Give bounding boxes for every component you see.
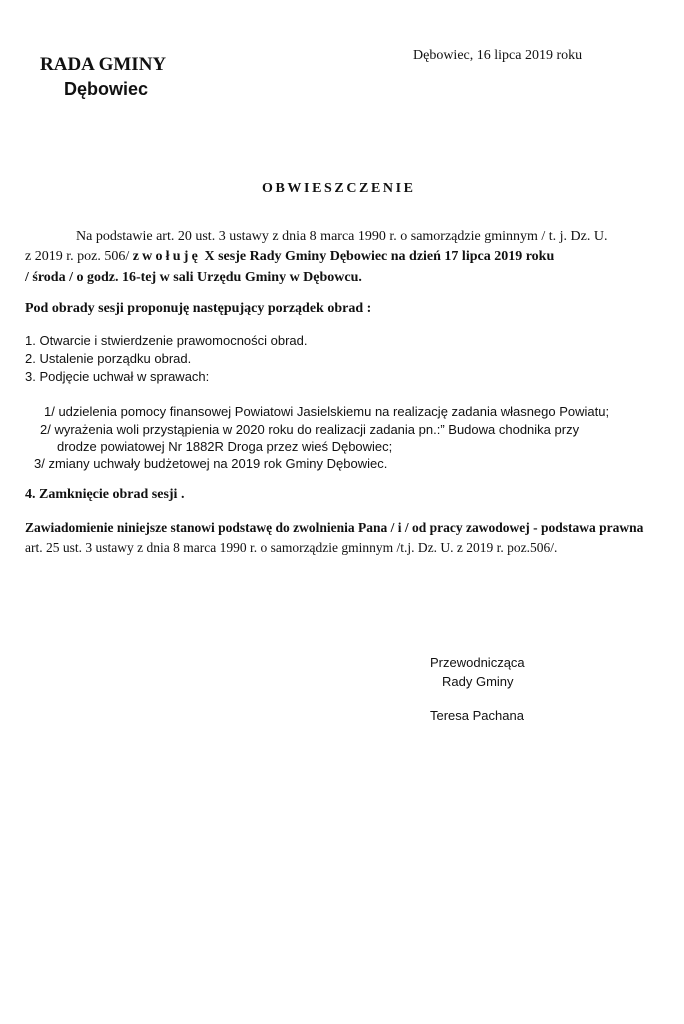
- org-place: Dębowiec: [64, 79, 149, 99]
- agenda-item-1: 1. Otwarcie i stwierdzenie prawomocności obrad.: [25, 333, 308, 348]
- agenda-item-2: 2. Ustalenie porządku obrad.: [25, 351, 192, 366]
- agenda-item-4: 4. Zamknięcie obrad sesji .: [25, 487, 185, 502]
- intro-line-3: / środa / o godz. 16-tej w sali Urzędu Gminy w Dębowcu.: [25, 270, 362, 285]
- notice-line-1: Zawiadomienie niniejsze stanowi podstawę do zwolnienia Pana / i / od pracy zawodowej - podstawa prawna: [25, 520, 644, 535]
- signature-title-2: Rady Gminy: [442, 674, 514, 689]
- org-name: RADA GMINY: [40, 54, 167, 75]
- signature-name: Teresa Pachana: [430, 708, 524, 723]
- agenda-subitem-3: 3/ zmiany uchwały budżetowej na 2019 rok Gminy Dębowiec.: [34, 456, 388, 471]
- agenda-subitem-2-cont: drodze powiatowej Nr 1882R Droga przez wieś Dębowiec;: [57, 439, 393, 454]
- intro-line-2: [25, 249, 554, 265]
- agenda-subitem-1: 1/ udzielenia pomocy finansowej Powiatowi Jasielskiemu na realizację zadania własnego Powiatu;: [44, 404, 610, 419]
- intro-line-2-spaced: zwołuję: [132, 249, 201, 264]
- agenda-subitem-2: 2/ wyrażenia woli przystąpienia w 2020 roku do realizacji zadania pn.:” Budowa chodnika przy: [40, 422, 580, 437]
- signature-title-1: Przewodnicząca: [430, 655, 525, 670]
- intro-line-2-bold: X sesje Rady Gminy Dębowiec na dzień 17 lipca 2019 roku: [201, 249, 555, 264]
- document-title: OBWIESZCZENIE: [262, 181, 416, 196]
- agenda-heading: Pod obrady sesji proponuję następujący porządek obrad :: [25, 301, 372, 316]
- date-line: Dębowiec, 16 lipca 2019 roku: [413, 48, 583, 63]
- notice-line-2: art. 25 ust. 3 ustawy z dnia 8 marca 1990 r. o samorządzie gminnym /t.j. Dz. U. z 2019 r. poz.506/.: [25, 540, 558, 555]
- agenda-item-3: 3. Podjęcie uchwał w sprawach:: [25, 369, 210, 384]
- intro-line-2-start: z 2019 r. poz. 506/: [25, 249, 133, 264]
- intro-line-1: Na podstawie art. 20 ust. 3 ustawy z dnia 8 marca 1990 r. o samorządzie gminnym / t. j. Dz. U.: [76, 229, 608, 244]
